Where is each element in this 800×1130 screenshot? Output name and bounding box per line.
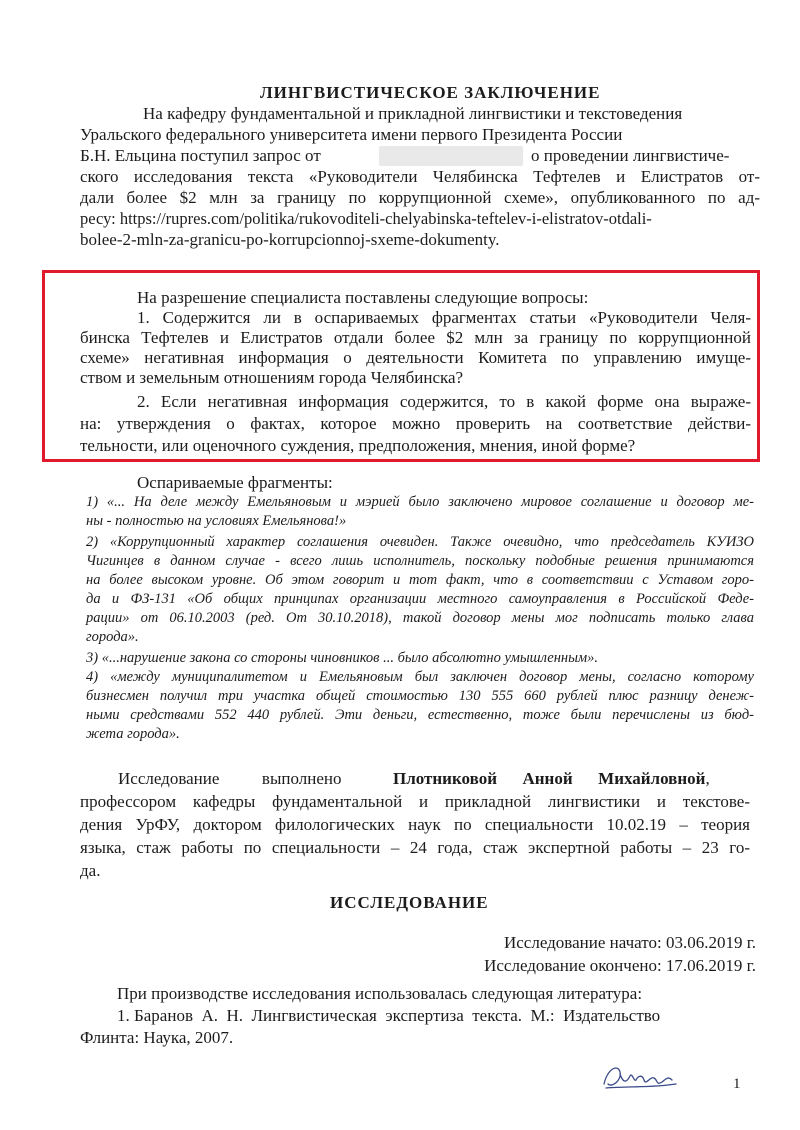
researcher-name-comma: , xyxy=(705,769,710,788)
question-1-line-1: 1. Содержится ли в оспариваемых фрагментах статьи «Руководители Челя- xyxy=(137,308,751,327)
research-started: Исследование начато: 03.06.2019 г. xyxy=(503,933,756,952)
intro-line-3b: о проведении лингвистиче- xyxy=(531,146,730,165)
redacted-sender xyxy=(379,146,523,166)
fragment-line-8: города». xyxy=(86,629,139,645)
question-1-line-2: бинска Тефтелев и Елистратов отдали более $2 млн за границу по коррупционной xyxy=(80,328,751,347)
fragment-line-13: жета города». xyxy=(86,726,180,742)
questions-heading: На разрешение специалиста поставлены следующие вопросы: xyxy=(137,288,589,307)
research-by-line-1: профессором кафедры фундаментальной и прикладной лингвистики и текстове- xyxy=(80,792,750,811)
handwritten-signature xyxy=(598,1058,680,1101)
question-2-line-3: тельности, или оценочного суждения, предположения, мнения, иной форме? xyxy=(80,436,636,455)
question-2-line-1: 2. Если негативная информация содержится, то в какой форме она выраже- xyxy=(137,392,751,411)
intro-line-3: Б.Н. Ельцина поступил запрос от xyxy=(80,146,321,165)
research-by-line-2: дения УрФУ, доктором филологических наук по специальности 10.02.19 – теория xyxy=(80,815,750,834)
fragment-line-11: бизнесмен получил три участка общей стоимостью 130 555 660 рублей плюс разницу денеж- xyxy=(86,688,754,704)
literature-item-1-cont: Флинта: Наука, 2007. xyxy=(80,1028,234,1047)
fragment-line-1: 1) «... На деле между Емельяновым и мэрией было заключено мировое соглашение и договор ме- xyxy=(86,494,754,510)
research-by-line-3: языка, стаж работы по специальности – 24 года, стаж экспертной работы – 23 го- xyxy=(80,838,750,857)
question-1-line-3: схеме» негативная информация о деятельности Комитета по управлению имуще- xyxy=(80,348,751,367)
fragment-line-7: рации» от 06.10.2003 (ред. От 30.10.2018), такой договор мены мог подписать только глава xyxy=(86,610,754,626)
fragments-heading: Оспариваемые фрагменты: xyxy=(137,473,333,492)
question-1-line-4: ством и земельным отношениям города Челябинска? xyxy=(80,368,464,387)
fragment-line-10: 4) «между муниципалитетом и Емельяновым был заключен договор мены, согласно которому xyxy=(86,669,754,685)
section-title: ИССЛЕДОВАНИЕ xyxy=(330,893,489,912)
fragment-line-9: 3) «...нарушение закона со стороны чиновников ... было абсолютно умышленным». xyxy=(86,650,599,666)
intro-line-4: ского исследования текста «Руководители Челябинска Тефтелев и Елистратов от- xyxy=(80,167,760,186)
document-title: ЛИНГВИСТИЧЕСКОЕ ЗАКЛЮЧЕНИЕ xyxy=(260,83,601,102)
intro-line-5: дали более $2 млн за границу по коррупционной схеме», опубликованного по ад- xyxy=(80,188,760,207)
literature-intro: При производстве исследования использовалась следующая литература: xyxy=(117,984,643,1003)
intro-line-2: Уральского федерального университета имени первого Президента России xyxy=(80,125,623,144)
fragment-line-5: на более высоком уровне. Об этом говорит и тот факт, что в соответствии с Уставом горо- xyxy=(86,572,754,588)
research-finished: Исследование окончено: 17.06.2019 г. xyxy=(484,956,756,975)
research-by-line-4: да. xyxy=(80,861,101,880)
fragment-line-4: Чигинцев в данном случае - всего лишь исполнитель, поскольку подобные решения принимаются xyxy=(86,553,754,569)
research-by-prefix: Исследование выполнено xyxy=(118,769,342,788)
fragment-line-12: ными средствами 552 440 рублей. Эти деньги, естественно, тоже были перечислены из бюд- xyxy=(86,707,754,723)
intro-line-7: bolee-2-mln-za-granicu-po-korrupcionnoj-sxeme-dokumenty. xyxy=(80,230,500,249)
researcher-name xyxy=(393,768,710,790)
researcher-name-bold: Плотниковой Анной Михайловной xyxy=(393,769,706,788)
literature-item-1: 1. Баранов А. Н. Лингвистическая экспертиза текста. М.: Издательство xyxy=(117,1006,661,1025)
fragment-line-3: 2) «Коррупционный характер соглашения очевиден. Также очевидно, что председатель КУИЗО xyxy=(86,534,754,550)
fragment-line-2: ны - полностью на условиях Емельянова!» xyxy=(86,513,347,529)
page-number: 1 xyxy=(733,1076,741,1092)
fragment-line-6: да и ФЗ-131 «Об общих принципах организации местного самоуправления в Российской Феде- xyxy=(86,591,754,607)
question-2-line-2: на: утверждения о фактах, которое можно проверить на соответствие действи- xyxy=(80,414,751,433)
intro-line-1: На кафедру фундаментальной и прикладной лингвистики и текстоведения xyxy=(143,104,683,123)
intro-line-6: ресу: https://rupres.com/politika/rukovoditeli-chelyabinska-teftelev-i-elistratov-otdali- xyxy=(80,209,652,228)
